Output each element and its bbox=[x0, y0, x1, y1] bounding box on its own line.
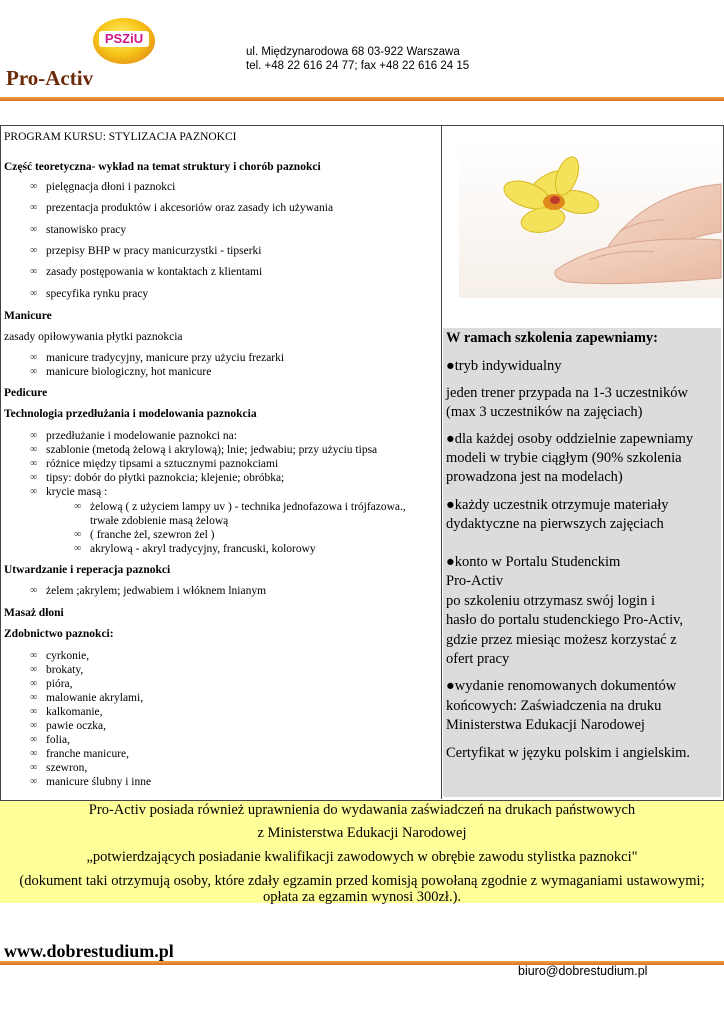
infinity-bullet-icon: ∞ bbox=[30, 472, 38, 483]
infinity-bullet-icon: ∞ bbox=[30, 706, 38, 717]
benefit-line: ofert pracy bbox=[446, 651, 510, 667]
benefit-line: jeden trener przypada na 1-3 uczestników bbox=[446, 385, 688, 401]
list-item: krycie masą : bbox=[46, 486, 108, 498]
infinity-bullet-icon: ∞ bbox=[30, 266, 38, 277]
list-item: żelową ( z użyciem lampy uv ) - technika jednofazowa i trójfazowa., bbox=[90, 501, 406, 513]
list-item: szewron, bbox=[46, 762, 88, 774]
infinity-bullet-icon: ∞ bbox=[30, 352, 38, 363]
infinity-bullet-icon: ∞ bbox=[30, 288, 38, 299]
column-divider bbox=[441, 125, 442, 799]
infinity-bullet-icon: ∞ bbox=[30, 486, 38, 497]
list-item: kalkomanie, bbox=[46, 706, 103, 718]
benefit-line: modeli w trybie ciągłym (90% szkolenia bbox=[446, 450, 682, 466]
notice-line: „potwierdzających posiadanie kwalifikacji zawodowych w obrębie zawodu stylistka paznokci" bbox=[86, 849, 638, 865]
infinity-bullet-icon: ∞ bbox=[30, 664, 38, 675]
hardening-heading: Utwardzanie i reperacja paznokci bbox=[4, 564, 171, 576]
list-item: malowanie akrylami, bbox=[46, 692, 144, 704]
list-item: stanowisko pracy bbox=[46, 224, 127, 236]
hands-orchid-photo bbox=[459, 140, 722, 298]
benefit-line: ●dla każdej osoby oddzielnie zapewniamy bbox=[446, 431, 694, 447]
list-item: ( franche żel, szewron żel ) bbox=[90, 529, 215, 541]
notice-line: Pro-Activ posiada również uprawnienia do wydawania zaświadczeń na drukach państwowych bbox=[88, 802, 636, 818]
benefit-line: Certyfikat w języku polskim i angielskim. bbox=[446, 745, 691, 761]
brand-name: Pro-Activ bbox=[6, 66, 94, 90]
benefit-line: ●każdy uczestnik otrzymuje materiały bbox=[446, 497, 669, 513]
infinity-bullet-icon: ∞ bbox=[30, 762, 38, 773]
theory-heading: Część teoretyczna- wykład na temat struktury i chorób paznokci bbox=[4, 161, 321, 173]
list-item: specyfika rynku pracy bbox=[46, 288, 149, 300]
infinity-bullet-icon: ∞ bbox=[30, 444, 38, 455]
pedicure-heading: Pedicure bbox=[4, 387, 48, 399]
benefit-line: Ministerstwa Edukacji Narodowej bbox=[446, 717, 645, 733]
benefit-line: gdzie przez miesiąc możesz korzystać z bbox=[446, 632, 677, 648]
list-item-continuation: trwałe zdobienie masą żelową bbox=[90, 515, 229, 527]
benefit-line: końcowych: Zaświadczenia na druku bbox=[446, 698, 662, 714]
infinity-bullet-icon: ∞ bbox=[30, 366, 38, 377]
address-line: ul. Międzynarodowa 68 03-922 Warszawa bbox=[246, 46, 460, 58]
infinity-bullet-icon: ∞ bbox=[30, 585, 38, 596]
list-item: cyrkonie, bbox=[46, 650, 90, 662]
list-item: prezentacja produktów i akcesoriów oraz zasady ich używania bbox=[46, 202, 334, 214]
list-item: akrylową - akryl tradycyjny, francuski, kolorowy bbox=[90, 543, 316, 555]
benefit-line: Pro-Activ bbox=[446, 573, 504, 589]
list-item: pielęgnacja dłoni i paznokci bbox=[46, 181, 176, 193]
infinity-bullet-icon: ∞ bbox=[30, 430, 38, 441]
infinity-bullet-icon: ∞ bbox=[30, 458, 38, 469]
list-item: brokaty, bbox=[46, 664, 84, 676]
manicure-intro: zasady opiłowywania płytki paznokcia bbox=[4, 331, 183, 343]
list-item: manicure biologiczny, hot manicure bbox=[46, 366, 212, 378]
notice-line: opłata za egzamin wynosi 300zł.). bbox=[262, 889, 462, 905]
infinity-bullet-icon: ∞ bbox=[30, 720, 38, 731]
website-link[interactable]: www.dobrestudium.pl bbox=[4, 941, 174, 961]
infinity-bullet-icon: ∞ bbox=[30, 748, 38, 759]
list-item: zasady postępowania w kontaktach z klientami bbox=[46, 266, 263, 278]
email-link[interactable]: biuro@dobrestudium.pl bbox=[518, 964, 648, 978]
psziu-logo bbox=[93, 18, 155, 64]
list-item: przedłużanie i modelowanie paznokci na: bbox=[46, 430, 237, 442]
infinity-bullet-icon: ∞ bbox=[74, 501, 82, 512]
notice-line: (dokument taki otrzymują osoby, które zdały egzamin przed komisją powołaną zgodnie z wymaganiami ustawowymi; bbox=[19, 873, 705, 889]
manicure-heading: Manicure bbox=[4, 310, 52, 322]
accreditation-notice bbox=[0, 801, 724, 903]
infinity-bullet-icon: ∞ bbox=[30, 224, 38, 235]
infinity-bullet-icon: ∞ bbox=[30, 692, 38, 703]
list-item: żelem ;akrylem; jedwabiem i włóknem lnianym bbox=[46, 585, 267, 597]
infinity-bullet-icon: ∞ bbox=[30, 776, 38, 787]
benefit-line: hasło do portalu studenckiego Pro-Activ, bbox=[446, 612, 684, 628]
list-item: przepisy BHP w pracy manicurzystki - tipserki bbox=[46, 245, 262, 257]
phone-fax-line: tel. +48 22 616 24 77; fax +48 22 616 24 15 bbox=[246, 60, 470, 72]
list-item: tipsy: dobór do płytki paznokcia; klejenie; obróbka; bbox=[46, 472, 285, 484]
massage-heading: Masaż dłoni bbox=[4, 607, 64, 619]
infinity-bullet-icon: ∞ bbox=[30, 678, 38, 689]
infinity-bullet-icon: ∞ bbox=[30, 734, 38, 745]
list-item: szablonie (metodą żelową i akrylową); lnie; jedwabiu; przy użyciu tipsa bbox=[46, 444, 378, 456]
list-item: manicure ślubny i inne bbox=[46, 776, 152, 788]
benefit-line: ●wydanie renomowanych dokumentów bbox=[446, 678, 677, 694]
infinity-bullet-icon: ∞ bbox=[74, 543, 82, 554]
contact-address bbox=[246, 45, 469, 73]
infinity-bullet-icon: ∞ bbox=[30, 650, 38, 661]
benefits-heading: W ramach szkolenia zapewniamy: bbox=[446, 330, 658, 346]
list-item: franche manicure, bbox=[46, 748, 130, 760]
benefit-line: ●tryb indywidualny bbox=[446, 358, 562, 374]
header-divider bbox=[0, 97, 724, 101]
list-item: manicure tradycyjny, manicure przy użyciu frezarki bbox=[46, 352, 285, 364]
infinity-bullet-icon: ∞ bbox=[30, 245, 38, 256]
infinity-bullet-icon: ∞ bbox=[30, 181, 38, 192]
benefit-line: dydaktyczne na pierwszych zajęciach bbox=[446, 516, 664, 532]
list-item: folia, bbox=[46, 734, 70, 746]
benefit-line: po szkoleniu otrzymasz swój login i bbox=[446, 593, 656, 609]
benefit-line: ●konto w Portalu Studenckim bbox=[446, 554, 621, 570]
list-item: pawie oczka, bbox=[46, 720, 107, 732]
infinity-bullet-icon: ∞ bbox=[74, 529, 82, 540]
list-item: różnice między tipsami a sztucznymi paznokciami bbox=[46, 458, 279, 470]
benefit-line: prowadzona jest na modelach) bbox=[446, 469, 623, 485]
program-title: PROGRAM KURSU: STYLIZACJA PAZNOKCI bbox=[4, 131, 237, 143]
notice-line: z Ministerstwa Edukacji Narodowej bbox=[257, 825, 467, 841]
decoration-heading: Zdobnictwo paznokci: bbox=[4, 628, 114, 640]
technology-heading: Technologia przedłużania i modelowania paznokcia bbox=[4, 408, 257, 420]
benefit-line: (max 3 uczestników na zajęciach) bbox=[446, 404, 643, 420]
infinity-bullet-icon: ∞ bbox=[30, 202, 38, 213]
logo-text: PSZiU bbox=[99, 31, 149, 47]
list-item: pióra, bbox=[46, 678, 73, 690]
